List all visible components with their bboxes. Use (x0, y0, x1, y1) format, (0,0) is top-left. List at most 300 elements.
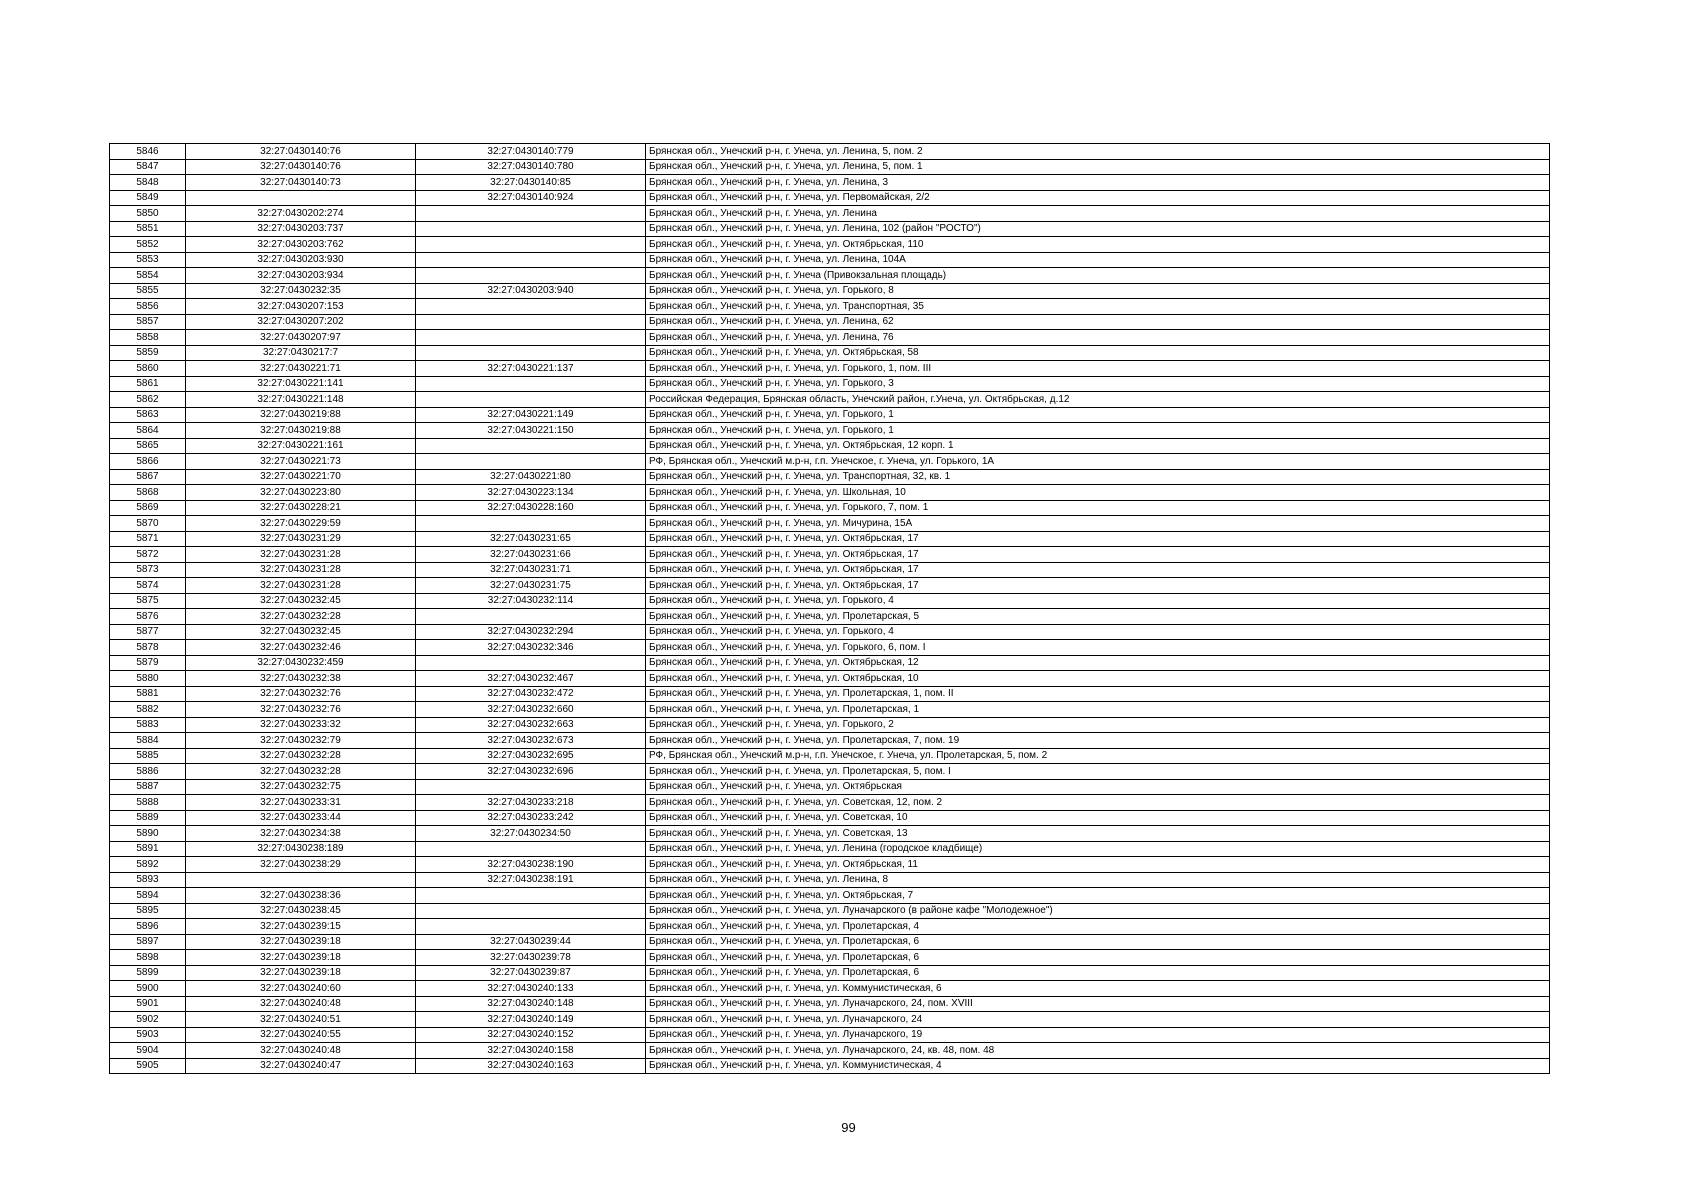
object-number-cell: 32:27:0430238:191 (416, 872, 646, 888)
object-number-cell (416, 392, 646, 408)
parcel-number-cell: 32:27:0430231:28 (186, 578, 416, 594)
row-number-cell: 5888 (110, 795, 186, 811)
object-number-cell (416, 438, 646, 454)
object-number-cell (416, 516, 646, 532)
address-cell: Брянская обл., Унечский р-н, г. Унеча, ул. Коммунистическая, 4 (646, 1058, 1550, 1074)
address-cell: Брянская обл., Унечский р-н, г. Унеча, ул. Горького, 4 (646, 624, 1550, 640)
table-row (110, 857, 1550, 873)
address-cell: Брянская обл., Унечский р-н, г. Унеча, ул. Школьная, 10 (646, 485, 1550, 501)
row-number-cell: 5875 (110, 593, 186, 609)
table-row (110, 903, 1550, 919)
table-row (110, 593, 1550, 609)
object-number-cell (416, 888, 646, 904)
address-cell: Брянская обл., Унечский р-н, г. Унеча (Привокзальная площадь) (646, 268, 1550, 284)
parcel-number-cell: 32:27:0430240:51 (186, 1012, 416, 1028)
object-number-cell: 32:27:0430238:190 (416, 857, 646, 873)
object-number-cell (416, 919, 646, 935)
object-number-cell (416, 655, 646, 671)
table-row (110, 438, 1550, 454)
row-number-cell: 5851 (110, 221, 186, 237)
table-row (110, 764, 1550, 780)
object-number-cell: 32:27:0430232:114 (416, 593, 646, 609)
object-number-cell (416, 345, 646, 361)
object-number-cell: 32:27:0430239:87 (416, 965, 646, 981)
address-cell: Брянская обл., Унечский р-н, г. Унеча, ул. Пролетарская, 7, пом. 19 (646, 733, 1550, 749)
table-row (110, 345, 1550, 361)
object-number-cell (416, 206, 646, 222)
object-number-cell (416, 609, 646, 625)
row-number-cell: 5905 (110, 1058, 186, 1074)
object-number-cell (416, 376, 646, 392)
row-number-cell: 5858 (110, 330, 186, 346)
object-number-cell: 32:27:0430140:780 (416, 159, 646, 175)
table-row (110, 469, 1550, 485)
address-cell: Брянская обл., Унечский р-н, г. Унеча, ул. Мичурина, 15А (646, 516, 1550, 532)
object-number-cell: 32:27:0430223:134 (416, 485, 646, 501)
table-row (110, 810, 1550, 826)
parcel-number-cell: 32:27:0430217:7 (186, 345, 416, 361)
address-cell: Брянская обл., Унечский р-н, г. Унеча, ул. Ленина (646, 206, 1550, 222)
property-table (109, 143, 1550, 1074)
object-number-cell: 32:27:0430239:44 (416, 934, 646, 950)
row-number-cell: 5868 (110, 485, 186, 501)
address-cell: Брянская обл., Унечский р-н, г. Унеча, ул. Октябрьская, 58 (646, 345, 1550, 361)
address-cell: Брянская обл., Унечский р-н, г. Унеча, ул. Октябрьская, 17 (646, 562, 1550, 578)
parcel-number-cell: 32:27:0430223:80 (186, 485, 416, 501)
table-row (110, 1027, 1550, 1043)
row-number-cell: 5889 (110, 810, 186, 826)
address-cell: Брянская обл., Унечский р-н, г. Унеча, ул. Октябрьская, 11 (646, 857, 1550, 873)
row-number-cell: 5891 (110, 841, 186, 857)
row-number-cell: 5890 (110, 826, 186, 842)
object-number-cell: 32:27:0430221:137 (416, 361, 646, 377)
object-number-cell: 32:27:0430232:663 (416, 717, 646, 733)
parcel-number-cell: 32:27:0430238:29 (186, 857, 416, 873)
row-number-cell: 5869 (110, 500, 186, 516)
object-number-cell: 32:27:0430234:50 (416, 826, 646, 842)
address-cell: Брянская обл., Унечский р-н, г. Унеча, ул. Октябрьская, 12 (646, 655, 1550, 671)
table-row (110, 640, 1550, 656)
address-cell: Брянская обл., Унечский р-н, г. Унеча, ул. Октябрьская, 17 (646, 578, 1550, 594)
parcel-number-cell: 32:27:0430219:88 (186, 407, 416, 423)
page-number: 99 (841, 1120, 856, 1135)
object-number-cell (416, 903, 646, 919)
object-number-cell: 32:27:0430232:660 (416, 702, 646, 718)
table-row (110, 531, 1550, 547)
row-number-cell: 5886 (110, 764, 186, 780)
table-row (110, 1058, 1550, 1074)
parcel-number-cell: 32:27:0430232:76 (186, 702, 416, 718)
address-cell: Брянская обл., Унечский р-н, г. Унеча, ул. Советская, 10 (646, 810, 1550, 826)
row-number-cell: 5894 (110, 888, 186, 904)
address-cell: Брянская обл., Унечский р-н, г. Унеча, ул. Ленина, 76 (646, 330, 1550, 346)
address-cell: Брянская обл., Унечский р-н, г. Унеча, ул. Пролетарская, 6 (646, 934, 1550, 950)
parcel-number-cell: 32:27:0430238:189 (186, 841, 416, 857)
object-number-cell: 32:27:0430231:75 (416, 578, 646, 594)
object-number-cell: 32:27:0430221:150 (416, 423, 646, 439)
row-number-cell: 5871 (110, 531, 186, 547)
row-number-cell: 5878 (110, 640, 186, 656)
object-number-cell: 32:27:0430240:133 (416, 981, 646, 997)
parcel-number-cell: 32:27:0430234:38 (186, 826, 416, 842)
table-row (110, 144, 1550, 160)
parcel-number-cell: 32:27:0430231:28 (186, 562, 416, 578)
address-cell: Брянская обл., Унечский р-н, г. Унеча, ул. Октябрьская, 17 (646, 531, 1550, 547)
object-number-cell (416, 779, 646, 795)
table-row (110, 221, 1550, 237)
parcel-number-cell: 32:27:0430233:44 (186, 810, 416, 826)
address-cell: Брянская обл., Унечский р-н, г. Унеча, ул. Ленина, 5, пом. 1 (646, 159, 1550, 175)
parcel-number-cell: 32:27:0430240:48 (186, 1043, 416, 1059)
address-cell: Брянская обл., Унечский р-н, г. Унеча, ул. Октябрьская (646, 779, 1550, 795)
parcel-number-cell: 32:27:0430229:59 (186, 516, 416, 532)
address-cell: Брянская обл., Унечский р-н, г. Унеча, ул. Коммунистическая, 6 (646, 981, 1550, 997)
address-cell: Брянская обл., Унечский р-н, г. Унеча, ул. Пролетарская, 4 (646, 919, 1550, 935)
row-number-cell: 5904 (110, 1043, 186, 1059)
table-row (110, 159, 1550, 175)
table-row (110, 686, 1550, 702)
table-row (110, 562, 1550, 578)
object-number-cell (416, 268, 646, 284)
address-cell: Брянская обл., Унечский р-н, г. Унеча, ул. Ленина (городское кладбище) (646, 841, 1550, 857)
parcel-number-cell: 32:27:0430232:38 (186, 671, 416, 687)
address-cell: Брянская обл., Унечский р-н, г. Унеча, ул. Октябрьская, 12 корп. 1 (646, 438, 1550, 454)
table-row (110, 268, 1550, 284)
row-number-cell: 5899 (110, 965, 186, 981)
row-number-cell: 5862 (110, 392, 186, 408)
address-cell: Брянская обл., Унечский р-н, г. Унеча, ул. Октябрьская, 110 (646, 237, 1550, 253)
table-row (110, 919, 1550, 935)
object-number-cell: 32:27:0430231:71 (416, 562, 646, 578)
object-number-cell (416, 314, 646, 330)
object-number-cell: 32:27:0430140:924 (416, 190, 646, 206)
table-row (110, 376, 1550, 392)
row-number-cell: 5852 (110, 237, 186, 253)
table-row (110, 671, 1550, 687)
parcel-number-cell: 32:27:0430221:141 (186, 376, 416, 392)
table-row (110, 485, 1550, 501)
address-cell: Брянская обл., Унечский р-н, г. Унеча, ул. Первомайская, 2/2 (646, 190, 1550, 206)
address-cell: Брянская обл., Унечский р-н, г. Унеча, ул. Пролетарская, 5, пом. I (646, 764, 1550, 780)
object-number-cell: 32:27:0430233:218 (416, 795, 646, 811)
row-number-cell: 5867 (110, 469, 186, 485)
address-cell: РФ, Брянская обл., Унечский м.р-н, г.п. Унечское, г. Унеча, ул. Пролетарская, 5, пом. 2 (646, 748, 1550, 764)
address-cell: Брянская обл., Унечский р-н, г. Унеча, ул. Ленина, 104А (646, 252, 1550, 268)
parcel-number-cell: 32:27:0430140:76 (186, 144, 416, 160)
table-row (110, 609, 1550, 625)
object-number-cell: 32:27:0430240:149 (416, 1012, 646, 1028)
object-number-cell: 32:27:0430232:673 (416, 733, 646, 749)
table-row (110, 748, 1550, 764)
parcel-number-cell: 32:27:0430207:202 (186, 314, 416, 330)
object-number-cell: 32:27:0430232:294 (416, 624, 646, 640)
address-cell: Брянская обл., Унечский р-н, г. Унеча, ул. Луначарского, 24, пом. XVIII (646, 996, 1550, 1012)
table-row (110, 795, 1550, 811)
object-number-cell: 32:27:0430232:695 (416, 748, 646, 764)
address-cell: Брянская обл., Унечский р-н, г. Унеча, ул. Луначарского (в районе кафе "Молодежное") (646, 903, 1550, 919)
address-cell: Брянская обл., Унечский р-н, г. Унеча, ул. Луначарского, 24 (646, 1012, 1550, 1028)
object-number-cell: 32:27:0430231:65 (416, 531, 646, 547)
address-cell: Брянская обл., Унечский р-н, г. Унеча, ул. Горького, 2 (646, 717, 1550, 733)
address-cell: Брянская обл., Унечский р-н, г. Унеча, ул. Ленина, 3 (646, 175, 1550, 191)
parcel-number-cell: 32:27:0430207:97 (186, 330, 416, 346)
table-row (110, 330, 1550, 346)
table-row (110, 1043, 1550, 1059)
address-cell: Брянская обл., Унечский р-н, г. Унеча, ул. Горького, 4 (646, 593, 1550, 609)
address-cell: Брянская обл., Унечский р-н, г. Унеча, ул. Горького, 1, пом. III (646, 361, 1550, 377)
table-row (110, 392, 1550, 408)
parcel-number-cell: 32:27:0430232:28 (186, 748, 416, 764)
address-cell: Брянская обл., Унечский р-н, г. Унеча, ул. Горького, 6, пом. I (646, 640, 1550, 656)
row-number-cell: 5879 (110, 655, 186, 671)
object-number-cell: 32:27:0430140:85 (416, 175, 646, 191)
table-row (110, 996, 1550, 1012)
row-number-cell: 5883 (110, 717, 186, 733)
row-number-cell: 5881 (110, 686, 186, 702)
address-cell: Брянская обл., Унечский р-н, г. Унеча, ул. Октябрьская, 17 (646, 547, 1550, 563)
address-cell: Брянская обл., Унечский р-н, г. Унеча, ул. Ленина, 102 (район "РОСТО") (646, 221, 1550, 237)
table-row (110, 1012, 1550, 1028)
address-cell: Брянская обл., Унечский р-н, г. Унеча, ул. Ленина, 5, пом. 2 (646, 144, 1550, 160)
table-row (110, 841, 1550, 857)
object-number-cell: 32:27:0430232:472 (416, 686, 646, 702)
table-row (110, 624, 1550, 640)
address-cell: Брянская обл., Унечский р-н, г. Унеча, ул. Горького, 3 (646, 376, 1550, 392)
row-number-cell: 5876 (110, 609, 186, 625)
row-number-cell: 5887 (110, 779, 186, 795)
parcel-number-cell: 32:27:0430203:934 (186, 268, 416, 284)
parcel-number-cell (186, 190, 416, 206)
row-number-cell: 5892 (110, 857, 186, 873)
table-row (110, 733, 1550, 749)
row-number-cell: 5901 (110, 996, 186, 1012)
parcel-number-cell: 32:27:0430140:73 (186, 175, 416, 191)
object-number-cell: 32:27:0430240:158 (416, 1043, 646, 1059)
parcel-number-cell: 32:27:0430231:28 (186, 547, 416, 563)
object-number-cell (416, 252, 646, 268)
row-number-cell: 5893 (110, 872, 186, 888)
row-number-cell: 5880 (110, 671, 186, 687)
parcel-number-cell: 32:27:0430221:161 (186, 438, 416, 454)
table-row (110, 578, 1550, 594)
object-number-cell: 32:27:0430221:80 (416, 469, 646, 485)
object-number-cell: 32:27:0430228:160 (416, 500, 646, 516)
row-number-cell: 5885 (110, 748, 186, 764)
table-row (110, 454, 1550, 470)
row-number-cell: 5903 (110, 1027, 186, 1043)
table-row (110, 965, 1550, 981)
row-number-cell: 5859 (110, 345, 186, 361)
parcel-number-cell: 32:27:0430203:930 (186, 252, 416, 268)
parcel-number-cell: 32:27:0430228:21 (186, 500, 416, 516)
table-row (110, 423, 1550, 439)
row-number-cell: 5873 (110, 562, 186, 578)
parcel-number-cell: 32:27:0430231:29 (186, 531, 416, 547)
row-number-cell: 5847 (110, 159, 186, 175)
property-table-body (110, 144, 1550, 1074)
parcel-number-cell: 32:27:0430239:18 (186, 950, 416, 966)
address-cell: Брянская обл., Унечский р-н, г. Унеча, ул. Ленина, 8 (646, 872, 1550, 888)
address-cell: Брянская обл., Унечский р-н, г. Унеча, ул. Транспортная, 32, кв. 1 (646, 469, 1550, 485)
table-row (110, 237, 1550, 253)
table-row (110, 252, 1550, 268)
row-number-cell: 5855 (110, 283, 186, 299)
parcel-number-cell: 32:27:0430232:45 (186, 593, 416, 609)
parcel-number-cell: 32:27:0430221:70 (186, 469, 416, 485)
address-cell: Брянская обл., Унечский р-н, г. Унеча, ул. Пролетарская, 1 (646, 702, 1550, 718)
row-number-cell: 5860 (110, 361, 186, 377)
object-number-cell (416, 221, 646, 237)
parcel-number-cell: 32:27:0430232:28 (186, 609, 416, 625)
parcel-number-cell: 32:27:0430232:459 (186, 655, 416, 671)
parcel-number-cell: 32:27:0430232:75 (186, 779, 416, 795)
parcel-number-cell: 32:27:0430239:18 (186, 934, 416, 950)
parcel-number-cell: 32:27:0430240:60 (186, 981, 416, 997)
row-number-cell: 5895 (110, 903, 186, 919)
table-row (110, 547, 1550, 563)
parcel-number-cell: 32:27:0430221:73 (186, 454, 416, 470)
row-number-cell: 5874 (110, 578, 186, 594)
table-row (110, 314, 1550, 330)
parcel-number-cell: 32:27:0430232:45 (186, 624, 416, 640)
parcel-number-cell: 32:27:0430233:31 (186, 795, 416, 811)
table-row (110, 826, 1550, 842)
table-row (110, 190, 1550, 206)
parcel-number-cell (186, 872, 416, 888)
table-row (110, 175, 1550, 191)
object-number-cell: 32:27:0430232:696 (416, 764, 646, 780)
row-number-cell: 5866 (110, 454, 186, 470)
table-row (110, 283, 1550, 299)
parcel-number-cell: 32:27:0430203:737 (186, 221, 416, 237)
row-number-cell: 5882 (110, 702, 186, 718)
parcel-number-cell: 32:27:0430240:47 (186, 1058, 416, 1074)
address-cell: Брянская обл., Унечский р-н, г. Унеча, ул. Горького, 1 (646, 407, 1550, 423)
table-row (110, 702, 1550, 718)
object-number-cell: 32:27:0430232:467 (416, 671, 646, 687)
object-number-cell: 32:27:0430221:149 (416, 407, 646, 423)
row-number-cell: 5854 (110, 268, 186, 284)
row-number-cell: 5896 (110, 919, 186, 935)
table-row (110, 516, 1550, 532)
object-number-cell: 32:27:0430233:242 (416, 810, 646, 826)
table-row (110, 361, 1550, 377)
parcel-number-cell: 32:27:0430221:148 (186, 392, 416, 408)
address-cell: Брянская обл., Унечский р-н, г. Унеча, ул. Пролетарская, 6 (646, 950, 1550, 966)
parcel-number-cell: 32:27:0430238:45 (186, 903, 416, 919)
row-number-cell: 5865 (110, 438, 186, 454)
table-row (110, 500, 1550, 516)
parcel-number-cell: 32:27:0430239:18 (186, 965, 416, 981)
parcel-number-cell: 32:27:0430202:274 (186, 206, 416, 222)
parcel-number-cell: 32:27:0430232:28 (186, 764, 416, 780)
row-number-cell: 5850 (110, 206, 186, 222)
address-cell: Брянская обл., Унечский р-н, г. Унеча, ул. Октябрьская, 10 (646, 671, 1550, 687)
row-number-cell: 5900 (110, 981, 186, 997)
parcel-number-cell: 32:27:0430219:88 (186, 423, 416, 439)
row-number-cell: 5846 (110, 144, 186, 160)
object-number-cell (416, 454, 646, 470)
object-number-cell: 32:27:0430240:148 (416, 996, 646, 1012)
parcel-number-cell: 32:27:0430239:15 (186, 919, 416, 935)
address-cell: Брянская обл., Унечский р-н, г. Унеча, ул. Пролетарская, 5 (646, 609, 1550, 625)
parcel-number-cell: 32:27:0430232:35 (186, 283, 416, 299)
parcel-number-cell: 32:27:0430233:32 (186, 717, 416, 733)
address-cell: Брянская обл., Унечский р-н, г. Унеча, ул. Пролетарская, 6 (646, 965, 1550, 981)
address-cell: РФ, Брянская обл., Унечский м.р-н, г.п. Унечское, г. Унеча, ул. Горького, 1А (646, 454, 1550, 470)
row-number-cell: 5861 (110, 376, 186, 392)
address-cell: Российская Федерация, Брянская область, Унечский район, г.Унеча, ул. Октябрьская, д.12 (646, 392, 1550, 408)
row-number-cell: 5877 (110, 624, 186, 640)
table-row (110, 299, 1550, 315)
object-number-cell (416, 237, 646, 253)
row-number-cell: 5902 (110, 1012, 186, 1028)
parcel-number-cell: 32:27:0430203:762 (186, 237, 416, 253)
row-number-cell: 5857 (110, 314, 186, 330)
address-cell: Брянская обл., Унечский р-н, г. Унеча, ул. Ленина, 62 (646, 314, 1550, 330)
row-number-cell: 5863 (110, 407, 186, 423)
address-cell: Брянская обл., Унечский р-н, г. Унеча, ул. Советская, 12, пом. 2 (646, 795, 1550, 811)
address-cell: Брянская обл., Унечский р-н, г. Унеча, ул. Пролетарская, 1, пом. II (646, 686, 1550, 702)
parcel-number-cell: 32:27:0430221:71 (186, 361, 416, 377)
row-number-cell: 5884 (110, 733, 186, 749)
address-cell: Брянская обл., Унечский р-н, г. Унеча, ул. Транспортная, 35 (646, 299, 1550, 315)
row-number-cell: 5848 (110, 175, 186, 191)
object-number-cell: 32:27:0430203:940 (416, 283, 646, 299)
object-number-cell: 32:27:0430240:163 (416, 1058, 646, 1074)
object-number-cell (416, 330, 646, 346)
parcel-number-cell: 32:27:0430240:48 (186, 996, 416, 1012)
row-number-cell: 5856 (110, 299, 186, 315)
row-number-cell: 5898 (110, 950, 186, 966)
parcel-number-cell: 32:27:0430232:79 (186, 733, 416, 749)
parcel-number-cell: 32:27:0430238:36 (186, 888, 416, 904)
object-number-cell: 32:27:0430232:346 (416, 640, 646, 656)
parcel-number-cell: 32:27:0430140:76 (186, 159, 416, 175)
object-number-cell: 32:27:0430231:66 (416, 547, 646, 563)
address-cell: Брянская обл., Унечский р-н, г. Унеча, ул. Горького, 7, пом. 1 (646, 500, 1550, 516)
table-row (110, 888, 1550, 904)
object-number-cell: 32:27:0430240:152 (416, 1027, 646, 1043)
row-number-cell: 5897 (110, 934, 186, 950)
table-row (110, 872, 1550, 888)
address-cell: Брянская обл., Унечский р-н, г. Унеча, ул. Горького, 1 (646, 423, 1550, 439)
address-cell: Брянская обл., Унечский р-н, г. Унеча, ул. Луначарского, 24, кв. 48, пом. 48 (646, 1043, 1550, 1059)
table-row (110, 655, 1550, 671)
row-number-cell: 5849 (110, 190, 186, 206)
table-row (110, 934, 1550, 950)
table-row (110, 206, 1550, 222)
parcel-number-cell: 32:27:0430207:153 (186, 299, 416, 315)
table-row (110, 950, 1550, 966)
object-number-cell (416, 299, 646, 315)
address-cell: Брянская обл., Унечский р-н, г. Унеча, ул. Октябрьская, 7 (646, 888, 1550, 904)
parcel-number-cell: 32:27:0430232:76 (186, 686, 416, 702)
row-number-cell: 5853 (110, 252, 186, 268)
table-row (110, 779, 1550, 795)
object-number-cell (416, 841, 646, 857)
object-number-cell: 32:27:0430239:78 (416, 950, 646, 966)
table-row (110, 717, 1550, 733)
object-number-cell: 32:27:0430140:779 (416, 144, 646, 160)
address-cell: Брянская обл., Унечский р-н, г. Унеча, ул. Горького, 8 (646, 283, 1550, 299)
row-number-cell: 5872 (110, 547, 186, 563)
address-cell: Брянская обл., Унечский р-н, г. Унеча, ул. Луначарского, 19 (646, 1027, 1550, 1043)
table-row (110, 407, 1550, 423)
table-row (110, 981, 1550, 997)
parcel-number-cell: 32:27:0430240:55 (186, 1027, 416, 1043)
row-number-cell: 5870 (110, 516, 186, 532)
